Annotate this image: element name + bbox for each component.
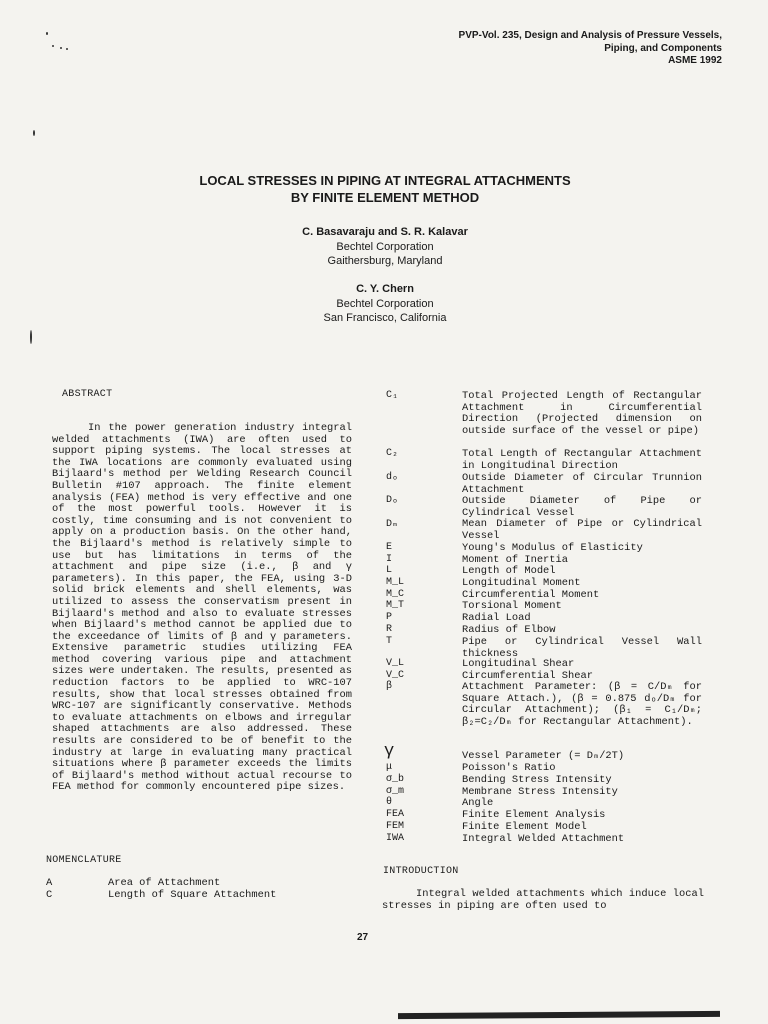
nomenclature-definition: Radius of Elbow [462,624,556,636]
nomenclature-symbol: I [386,554,393,565]
author-block-1 [220,225,550,269]
nomenclature-symbol: dₒ [386,472,399,483]
author-location: San Francisco, California [323,312,447,324]
nomenclature-definition: Bending Stress Intensity [462,774,612,786]
scan-speck [66,48,68,50]
nomenclature-symbol: β [386,681,393,692]
nomenclature-symbol: γ [384,742,395,761]
nomenclature-definition: Vessel Parameter (= Dₘ/2T) [462,750,625,762]
nomenclature-symbol: P [386,612,393,623]
nomenclature-symbol: M_C [386,589,405,600]
nomenclature-definition: Poisson's Ratio [462,762,556,774]
abstract-paragraph: In the power generation industry integral welded attachments (IWA) are often used to support piping systems. The local stresses at the IWA locations are commonly evaluated using Bijlaard's method per Welding Research Council Bulletin #107 approach. The finite element analysis (FEA) method is very effective and one of the most powerful tools. However it is costly, time consuming and is not convenient to apply on a production basis. On the other hand, the Bijlaard's method is relatively simple to use but has limitations in terms of the attachment and pipe size (i.e., β and γ parameters). In this paper, the FEA, using 3-D solid brick elements and shell elements, was utilized to assess the conservatism present in Bijlaard's method and also to evaluate stresses when Bijlaard's method cannot be applied due to the exceedance of limits of β and γ parameters. Extensive parametric studies utilizing FEA method covering various pipe and attachment sizes were undertaken. The results, presented as reduction factors to be applied to WRC-107 results, show that local stresses obtained from WRC-107 are significantly conservative. Methods to evaluate attachments on elbows and irregular shaped attachments are also addressed. These results are considered to be of benefit to the industry at large in evaluating many practical situations where β parameter exceeds the limits of Bijlaard's method without actual recourse to FEA method for commonly encountered pipe sizes. [52,422,352,794]
nomenclature-definition: Attachment Parameter: (β = C/Dₘ for Square Attach.), (β = 0.875 dₒ/Dₘ for Circular Attachment); (β₁ = C₁/Dₘ; β₂=C₂/Dₘ for Rectangular Attachment). [462,681,702,728]
nomenclature-symbol: μ [386,762,393,773]
paper-title [150,172,620,206]
nomenclature-definition: Finite Element Analysis [462,809,606,821]
header-line-3: ASME 1992 [668,55,722,66]
nomenclature-definition: Total Length of Rectangular Attachment in Longitudinal Direction [462,448,702,472]
nomenclature-symbol: σ_b [386,774,405,785]
nomenclature-definition: Outside Diameter of Circular Trunnion Attachment [462,472,702,496]
nomenclature-symbol: θ [386,797,393,808]
header-line-1: PVP-Vol. 235, Design and Analysis of Pressure Vessels, [458,30,722,41]
nomenclature-symbol: IWA [386,833,405,844]
nomenclature-symbol: Dₒ [386,495,399,506]
nomenclature-definition: Length of Model [462,565,556,577]
author-block-2 [220,282,550,326]
nomenclature-definition: Radial Load [462,612,531,624]
nomenclature-symbol: M_L [386,577,405,588]
nomenclature-definition: Total Projected Length of Rectangular Attachment in Circumferential Direction (Projected dimension on outside surface of the vessel or pipe) [462,390,702,437]
nomenclature-symbol: C₁ [386,390,399,401]
author-organization: Bechtel Corporation [336,240,434,253]
nomenclature-definition: Pipe or Cylindrical Vessel Wall thickness [462,636,702,660]
nomenclature-definition: Longitudinal Shear [462,658,575,670]
nomenclature-symbol: L [386,565,393,576]
nomenclature-definition: Length of Square Attachment [108,889,277,901]
introduction-text [382,889,704,912]
nomenclature-symbol: C₂ [386,448,399,459]
nomenclature-definition: Angle [462,797,494,809]
nomenclature-definition: Circumferential Shear [462,670,593,682]
nomenclature-symbol: M_T [386,600,405,611]
nomenclature-symbol: σ_m [386,786,405,797]
nomenclature-definition: Moment of Inertia [462,554,569,566]
abstract-heading: ABSTRACT [62,389,113,400]
abstract-text [52,423,352,794]
proceedings-header [459,30,722,68]
author-names: C. Basavaraju and S. R. Kalavar [302,226,468,238]
scan-speck [46,32,48,35]
page-number: 27 [357,932,369,943]
nomenclature-definition: Mean Diameter of Pipe or Cylindrical Vessel [462,518,702,542]
title-line-1: LOCAL STRESSES IN PIPING AT INTEGRAL ATTACHMENTS [199,173,571,188]
nomenclature-definition: Outside Diameter of Pipe or Cylindrical Vessel [462,495,702,519]
nomenclature-symbol: C [46,889,53,901]
title-line-2: BY FINITE ELEMENT METHOD [290,190,480,205]
nomenclature-symbol: T [386,636,393,647]
nomenclature-symbol: R [386,624,393,635]
introduction-heading: INTRODUCTION [383,866,459,877]
author-organization: Bechtel Corporation [336,297,434,310]
nomenclature-definition: Membrane Stress Intensity [462,786,618,798]
nomenclature-definition: Integral Welded Attachment [462,833,625,845]
nomenclature-symbol: E [386,542,393,553]
nomenclature-definition: Finite Element Model [462,821,587,833]
scan-edge-bar [398,1011,720,1019]
nomenclature-symbol: V_L [386,658,405,669]
nomenclature-definition: Young's Modulus of Elasticity [462,542,643,554]
nomenclature-symbol: FEM [386,821,405,832]
nomenclature-symbol: A [46,877,53,889]
nomenclature-definition: Area of Attachment [108,877,221,889]
scan-speck [52,45,54,47]
header-line-2: Piping, and Components [604,42,722,54]
nomenclature-definition: Torsional Moment [462,600,562,612]
scan-speck [30,330,32,344]
nomenclature-item [46,877,220,889]
author-names: C. Y. Chern [356,283,414,295]
nomenclature-definition: Longitudinal Moment [462,577,581,589]
nomenclature-heading: NOMENCLATURE [46,855,122,866]
scan-speck [60,47,62,49]
nomenclature-definition: Circumferential Moment [462,589,600,601]
scan-speck [33,130,35,136]
nomenclature-item [46,889,276,901]
nomenclature-symbol: Dₘ [386,519,399,530]
nomenclature-symbol: FEA [386,809,405,820]
introduction-paragraph: Integral welded attachments which induce local stresses in piping are often used to [382,888,704,912]
nomenclature-symbol: V_C [386,670,405,681]
author-location: Gaithersburg, Maryland [327,255,443,267]
